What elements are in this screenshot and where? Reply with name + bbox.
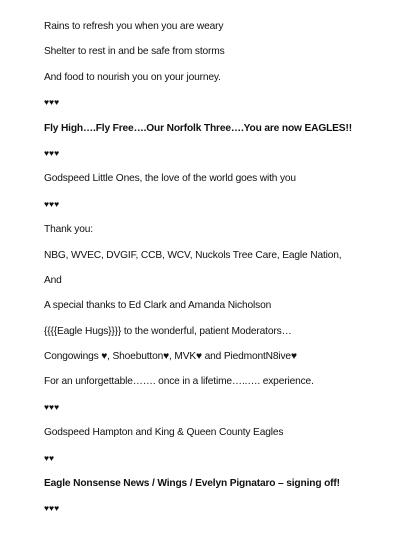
- heart-icon: ♥: [49, 198, 55, 209]
- heart-divider: [44, 496, 412, 521]
- text-line: Godspeed Hampton and King & Queen County Eagles: [44, 427, 284, 439]
- heart-icon: ♥: [44, 452, 50, 463]
- heart-icon: ♥: [49, 97, 55, 108]
- heart-icon: ♥: [44, 401, 50, 412]
- bold-text-line: Eagle Nonsense News / Wings / Evelyn Pignataro – signing off!: [44, 478, 340, 490]
- text-line: Congowings ♥, Shoebutton♥, MVK♥ and PiedmontN8ive♥: [44, 351, 297, 363]
- text-line: Rains to refresh you when you are weary: [44, 21, 224, 32]
- text-line: And: [44, 274, 62, 286]
- heart-icon: ♥: [44, 97, 50, 108]
- heart-divider: [44, 141, 412, 166]
- heart-divider: [44, 192, 412, 217]
- text-line: {{{{Eagle Hugs}}}} to the wonderful, patient Moderators…: [44, 325, 292, 337]
- heart-icon: ♥: [54, 147, 60, 158]
- heart-icon: ♥: [49, 452, 55, 463]
- heart-icon: ♥: [54, 198, 60, 209]
- heart-divider: [44, 446, 412, 471]
- heart-icon: ♥: [54, 401, 60, 412]
- heart-icon: ♥: [44, 198, 50, 209]
- heart-icon: ♥: [49, 147, 55, 158]
- text-line: Godspeed Little Ones, the love of the world goes with you: [44, 173, 296, 185]
- text-line: NBG, WVEC, DVGIF, CCB, WCV, Nuckols Tree Care, Eagle Nation,: [44, 249, 342, 261]
- heart-icon: ♥: [44, 503, 50, 514]
- text-line: Thank you:: [44, 224, 93, 236]
- heart-icon: ♥: [54, 97, 60, 108]
- heart-icon: ♥: [49, 401, 55, 412]
- heart-icon: ♥: [54, 503, 60, 514]
- text-line: For an unforgettable……. once in a lifetime…..…. experience.: [44, 376, 314, 388]
- heart-divider: [44, 90, 412, 115]
- heart-divider: [44, 395, 412, 420]
- heart-icon: ♥: [44, 147, 50, 158]
- heart-icon: ♥: [49, 503, 55, 514]
- bold-text-line: Fly High….Fly Free….Our Norfolk Three….You are now EAGLES!!: [44, 122, 352, 134]
- text-line: And food to nourish you on your journey.: [44, 71, 221, 83]
- text-line: A special thanks to Ed Clark and Amanda Nicholson: [44, 300, 272, 312]
- text-line: Shelter to rest in and be safe from storms: [44, 46, 225, 58]
